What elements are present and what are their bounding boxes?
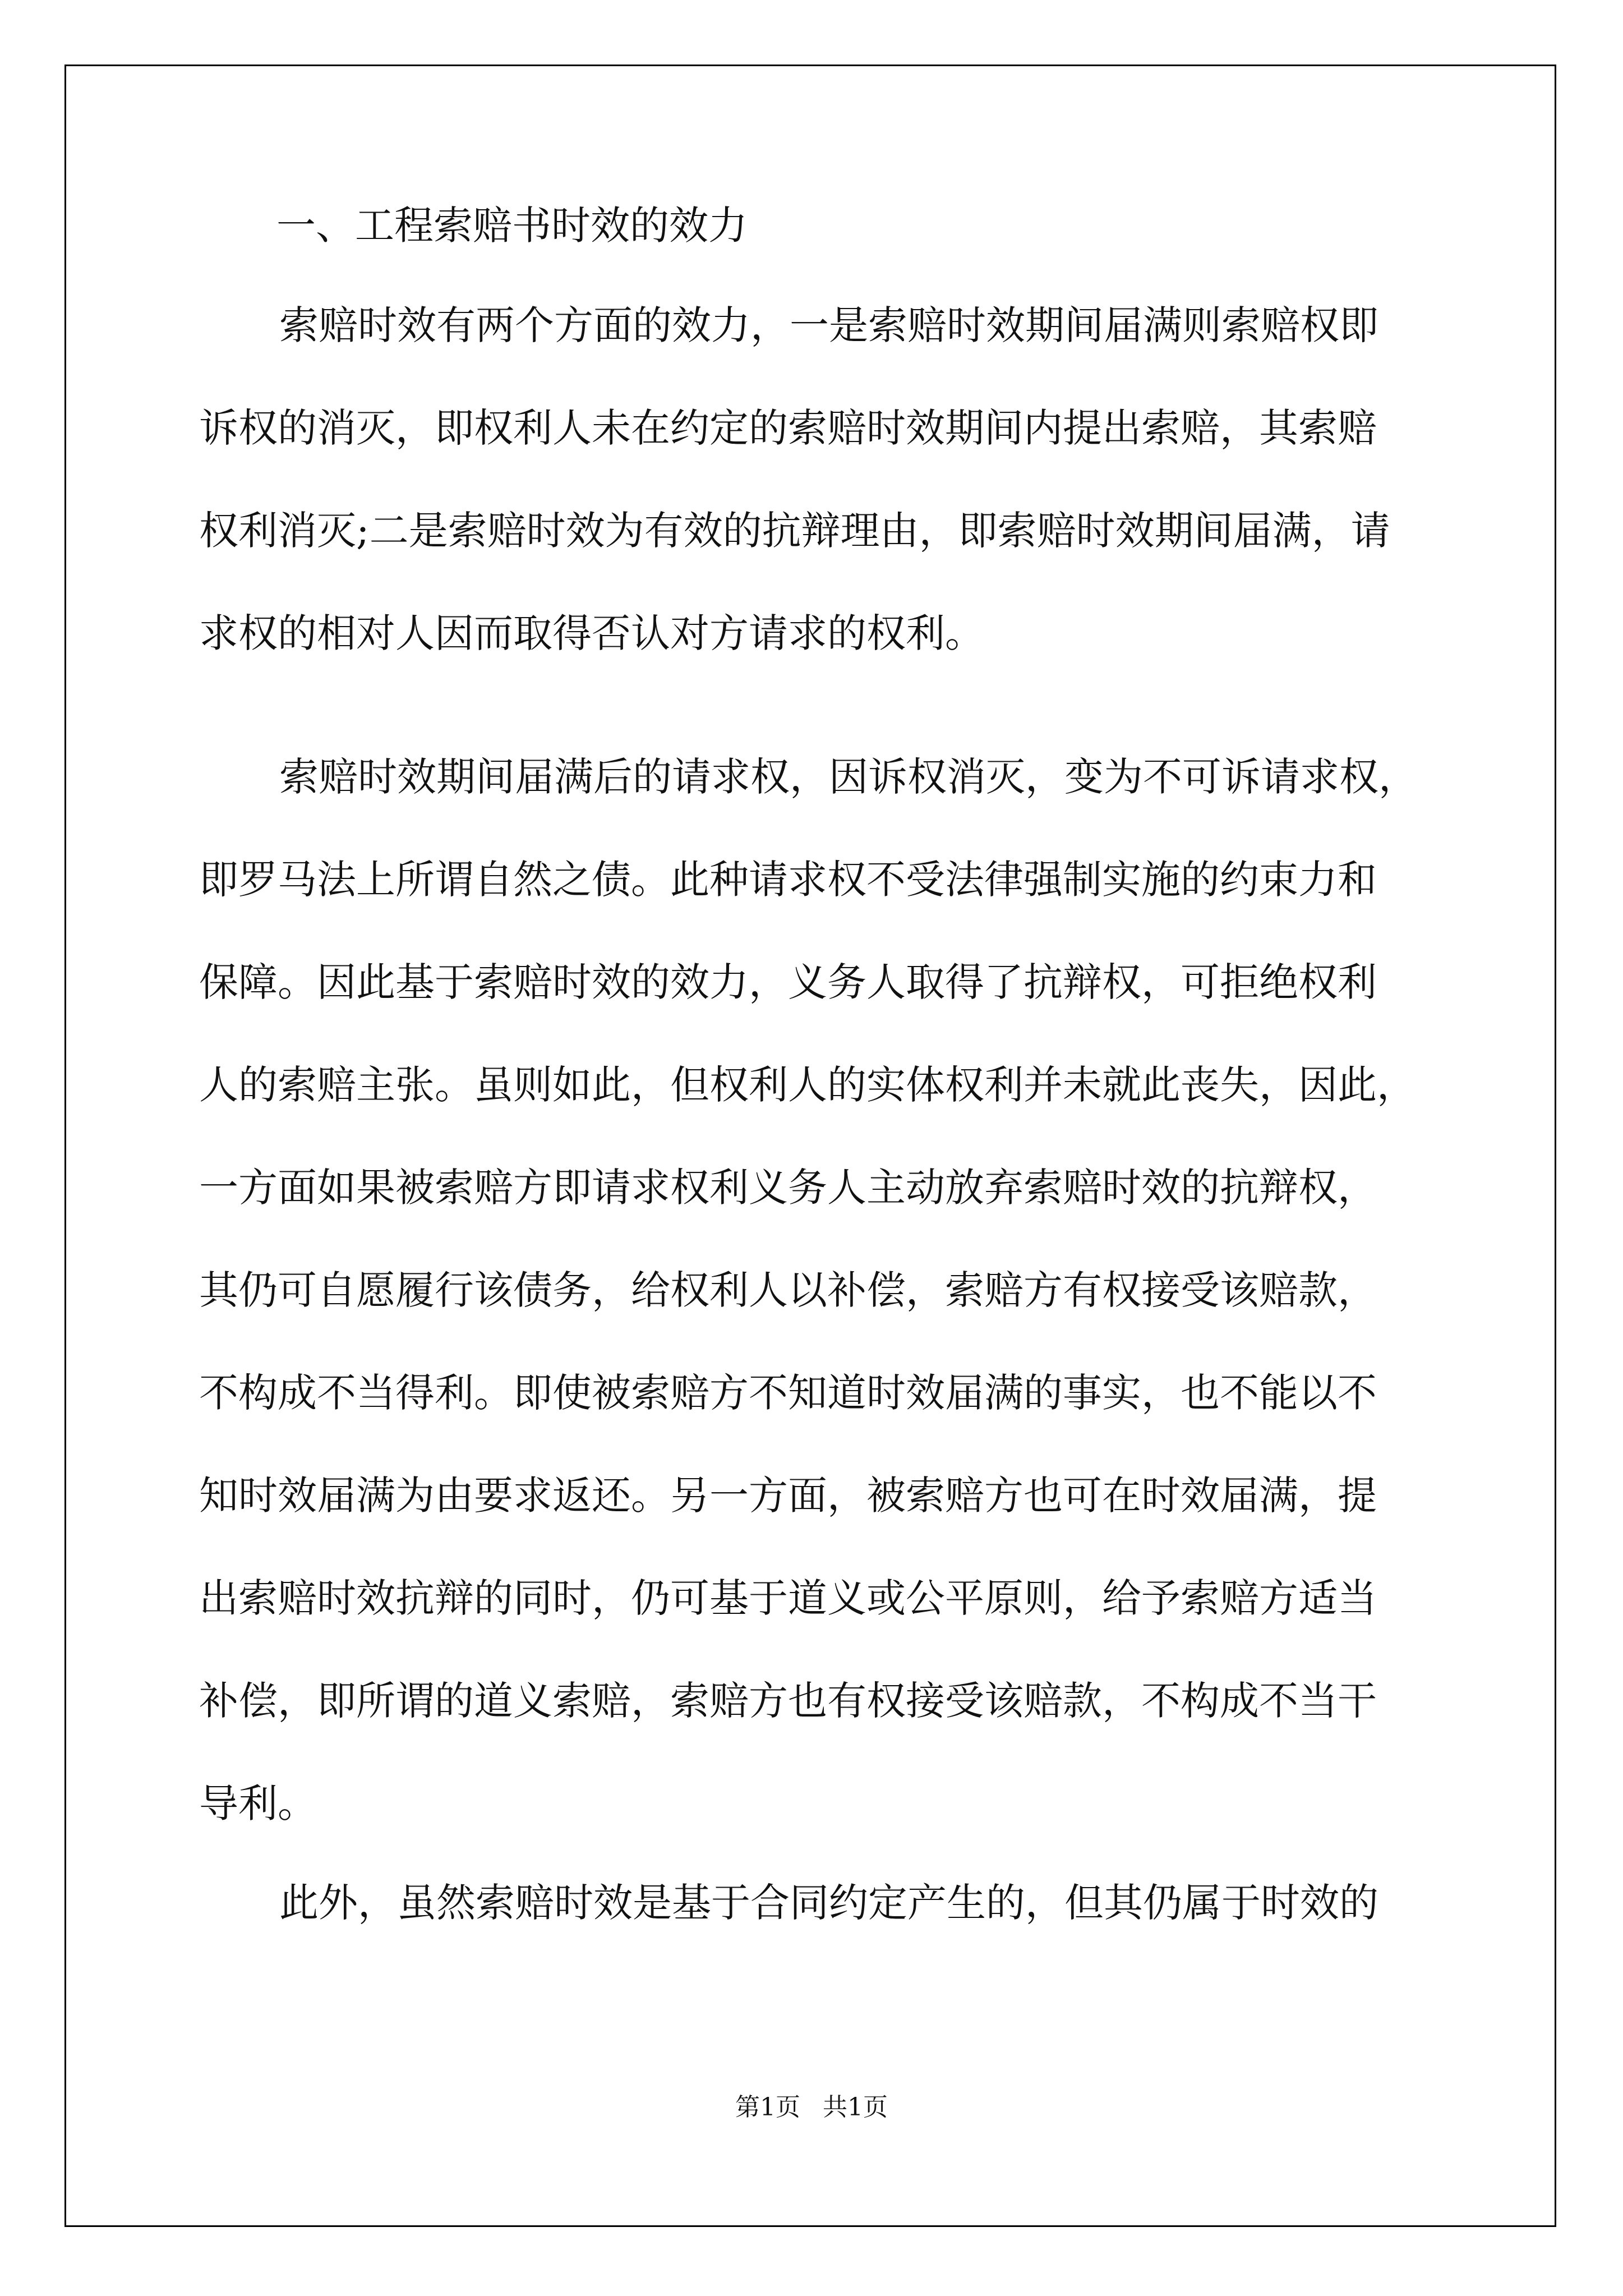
text-line: 导利。 (199, 1780, 317, 1826)
text-line: 出索赔时效抗辩的同时，仍可基于道义或公平原则，给予索赔方适当 (199, 1575, 1377, 1621)
text-line: 索赔时效有两个方面的效力，一是索赔时效期间届满则索赔权即 (279, 302, 1378, 348)
text-line: 索赔时效期间届满后的请求权，因诉权消灭，变为不可诉请求权， (279, 754, 1418, 800)
page-number: 第1页 (735, 2093, 800, 2122)
text-line: 人的索赔主张。虽则如此，但权利人的实体权利并未就此丧失，因此， (199, 1062, 1416, 1108)
paragraph-3 (199, 1880, 1433, 1936)
text-line: 补偿，即所谓的道义索赔，索赔方也有权接受该赔款，不构成不当干 (199, 1678, 1377, 1724)
page-footer (0, 2087, 1623, 2123)
text-line: 知时效届满为由要求返还。另一方面，被索赔方也可在时效届满，提 (199, 1473, 1377, 1519)
text-line: 求权的相对人因而取得否认对方请求的权利。 (199, 610, 984, 656)
text-line: 一方面如果被索赔方即请求权利义务人主动放弃索赔时效的抗辩权， (199, 1165, 1377, 1211)
section-heading: 一、工程索赔书时效的效力 (276, 203, 748, 249)
text-line: 不构成不当得利。即使被索赔方不知道时效届满的事实，也不能以不 (199, 1370, 1377, 1416)
text-line: 其仍可自愿履行该债务，给权利人以补偿，索赔方有权接受该赔款， (199, 1267, 1377, 1313)
text-line: 保障。因此基于索赔时效的效力，义务人取得了抗辩权，可拒绝权利 (199, 959, 1377, 1005)
paragraph-2 (199, 754, 1433, 1876)
paragraph-1 (199, 303, 1433, 729)
text-line: 此外，虽然索赔时效是基于合同约定产生的，但其仍属于时效的 (279, 1880, 1378, 1926)
text-line: 权利消灭;二是索赔时效为有效的抗辩理由，即索赔时效期间届满，请 (199, 508, 1390, 554)
text-line: 即罗马法上所谓自然之债。此种请求权不受法律强制实施的约束力和 (199, 857, 1377, 903)
text-line: 诉权的消灭，即权利人未在约定的索赔时效期间内提出索赔，其索赔 (199, 405, 1377, 451)
page-total: 共1页 (823, 2093, 888, 2122)
